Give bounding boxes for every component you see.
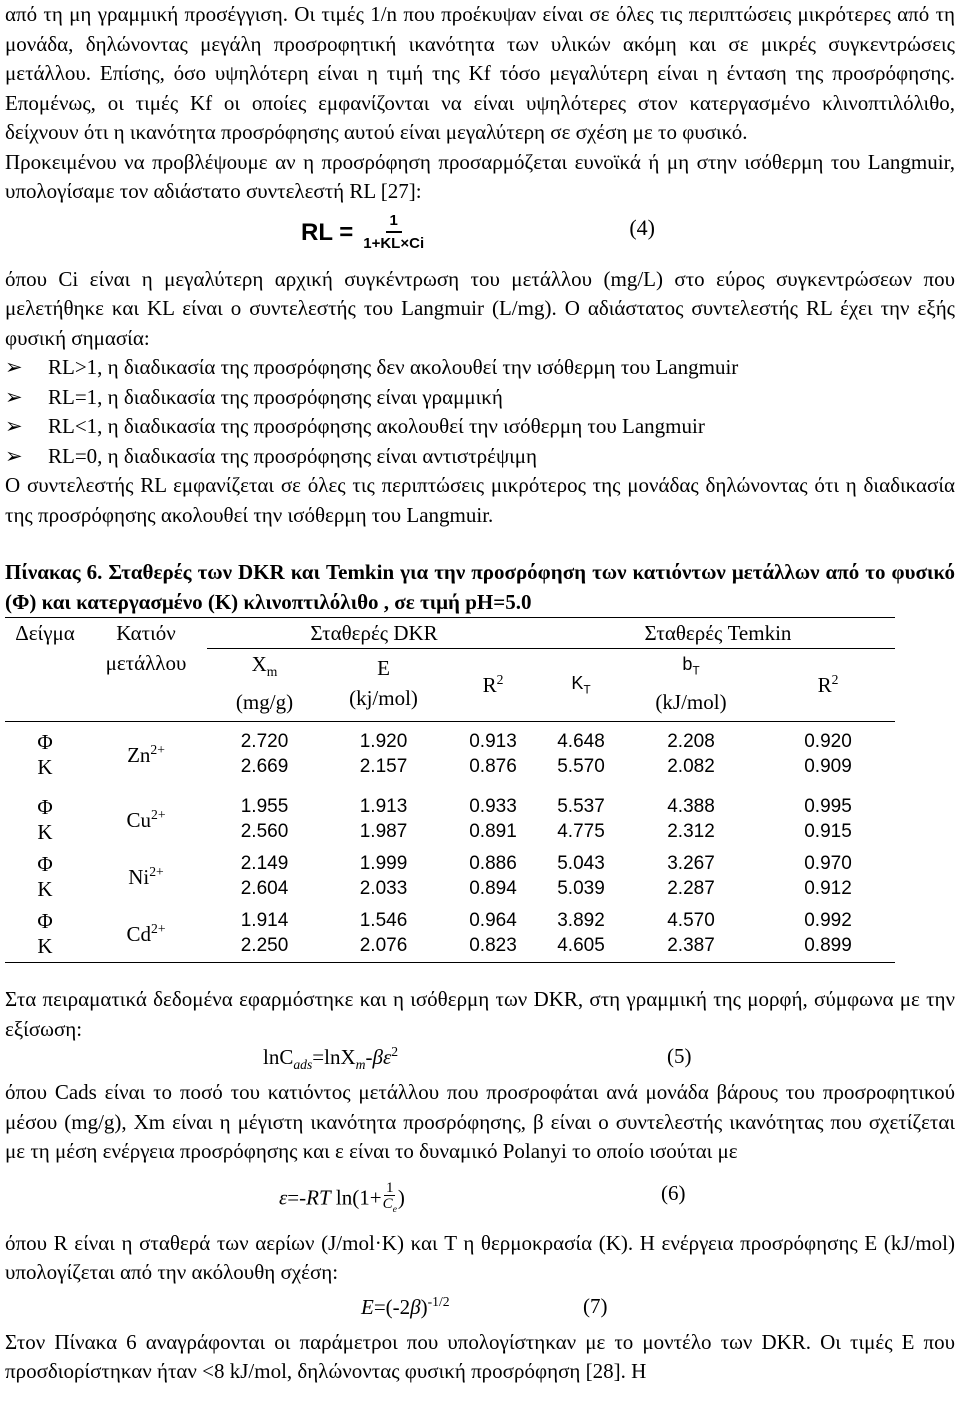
header-r2-temkin: $R^2$ [761, 649, 895, 722]
paragraph-5: Στα πειραματικά δεδομένα εφαρμόστηκε και η ισόθερμη των DKR, στη γραμμική της μορφή, σύμφωνα με την εξίσωση: [5, 987, 955, 1041]
header-e-symbol: E [377, 656, 390, 681]
cell-e: 1.920 2.157 [359, 731, 408, 777]
cell-r2-temkin: 0.970 0.912 [804, 853, 852, 899]
header-cation: Κατιόν [85, 618, 207, 649]
cell-sample: Φ Κ [37, 852, 53, 901]
paragraph-2: Προκειμένου να προβλέψουμε αν η προσρόφηση προσαρμόζεται ευνοϊκά ή μη στην ισόθερμη του Langmuir, υπολογίσαμε τον αδιάστατο συντελεστή RL [27]: [5, 149, 955, 203]
header-e [322, 649, 445, 722]
list-item-text: RL>1, η διαδικασία της προσρόφησης δεν ακολουθεί την ισόθερμη του Langmuir [48, 355, 739, 379]
cell-cation: $Cd^{2+}$ [85, 905, 207, 963]
cell-xm: 2.720 2.669 [240, 731, 289, 777]
equation-4-numerator: 1 [386, 211, 402, 233]
paragraph-3: όπου Ci είναι η μεγαλύτερη αρχική συγκέντρωση του μετάλλου (mg/L) στο εύρος συγκεντρώσεων που μελετήθηκε και KL είναι ο συντελεστής του Langmuir (L/mg). Ο αδιάστατος συντελεστής RL έχει την εξής φυσική σημασία: [5, 266, 955, 350]
table-row [5, 848, 895, 905]
equation-6 [5, 1175, 955, 1219]
equation-5-expr: $\ln C_{ads}=\ln X_m-\beta\varepsilon^2$ [263, 1044, 399, 1073]
cell-sample: Φ Κ [5, 905, 85, 963]
cell-r2-dkr: 0.933 0.891 [469, 796, 517, 842]
header-xm-unit: (mg/g) [235, 690, 294, 715]
rl-meaning-list [5, 353, 955, 471]
equation-7-expr: $E=(-2\beta)^{-1/2}$ [361, 1293, 450, 1319]
cell-sample: Φ Κ [37, 795, 53, 844]
header-dkr: Σταθερές DKR [207, 618, 541, 649]
equation-4 [5, 207, 955, 265]
cell-r2-temkin: 0.920 0.909 [804, 731, 852, 777]
header-bt: $b_T$ (kJ/mol) [621, 649, 761, 722]
cell-kt: 5.537 4.775 [557, 796, 605, 842]
list-item [5, 353, 955, 383]
cell-r2-dkr: 0.964 0.823 [445, 905, 541, 963]
header-kt: $K_T$ [541, 649, 621, 722]
equation-6-expr: ε=-RT ln(1+ $\frac{1}{C_e}$ ) [279, 1181, 405, 1218]
cell-xm: 1.955 2.560 [240, 796, 289, 842]
cell-e: 1.999 2.033 [359, 853, 408, 899]
header-cation-2: μετάλλου [85, 649, 207, 722]
equation-7 [5, 1288, 955, 1322]
list-item [5, 442, 955, 472]
list-item [5, 383, 955, 413]
header-r2-dkr: $R^2$ [445, 649, 541, 722]
table-row [5, 905, 895, 963]
cell-e: 1.546 2.076 [322, 905, 445, 963]
arrow-bullet-icon: ➢ [5, 443, 23, 468]
cell-r2-dkr: 0.913 0.876 [469, 731, 517, 777]
equation-4-label: (4) [629, 214, 655, 240]
cell-kt: 4.648 5.570 [557, 731, 605, 777]
cell-sample: Φ Κ [37, 730, 53, 779]
header-bt-unit: (kJ/mol) [655, 689, 727, 714]
cell-bt: 2.208 2.082 [667, 731, 715, 777]
equation-4-fraction [363, 211, 424, 255]
equation-4-lhs: RL = [301, 218, 354, 246]
equation-5 [5, 1044, 955, 1078]
table-body [5, 722, 895, 963]
table-6 [5, 617, 895, 963]
arrow-bullet-icon: ➢ [5, 384, 23, 409]
cell-bt: 4.388 2.312 [667, 796, 715, 842]
cell-bt: 4.570 2.387 [621, 905, 761, 963]
cell-bt: 3.267 2.287 [667, 853, 715, 899]
cell-r2-temkin: 0.995 0.915 [804, 796, 852, 842]
cell-cation: $Cu^{2+}$ [126, 806, 166, 832]
cell-kt: 5.043 5.039 [557, 853, 605, 899]
header-xm: $X_m$ (mg/g) [207, 649, 322, 722]
cell-cation: $Zn^{2+}$ [127, 741, 165, 767]
list-item [5, 412, 955, 442]
equation-6-fraction [383, 1181, 397, 1218]
paragraph-1: από τη μη γραμμική προσέγγιση. Οι τιμές 1/n που προέκυψαν είναι σε όλες τις περιπτώσεις μικρότερες από τη μονάδα, δηλώνοντας μεγάλη προσροφητική ικανότητα των υλικών ακόμη και σε μικρές συγκεντρώσεις μετάλλου. Επίσης, όσο υψηλότερη είναι η τιμή της Kf τόσο μεγαλύτερη είναι η ένταση της προσρόφησης. Επομένως, οι τιμές Kf οι οποίες εμφανίζονται να είναι υψηλότερες στον κατεργασμένο κλινοπτιλόλιθο, δείχνουν ότι η ικανότητα προσρόφησης αυτού είναι μεγαλύτερη σε σχέση με το φυσικό. [5, 2, 955, 144]
list-item-text: RL=1, η διαδικασία της προσρόφησης είναι γραμμική [48, 384, 503, 409]
equation-4-denominator: 1+KL×Ci [363, 234, 425, 252]
paragraph-4: Ο συντελεστής RL εμφανίζεται σε όλες τις περιπτώσεις μικρότερος της μονάδας δηλώνοντας ότι η διαδικασία της προσρόφησης ακολουθεί την ισόθερμη του Langmuir. [5, 473, 955, 527]
cell-r2-temkin: 0.992 0.899 [761, 905, 895, 963]
arrow-bullet-icon: ➢ [5, 414, 23, 438]
arrow-bullet-icon: ➢ [5, 355, 23, 379]
list-item-text: RL=0, η διαδικασία της προσρόφησης είναι αντιστρέψιμη [48, 443, 538, 468]
table-row [5, 791, 895, 848]
table-caption: Πίνακας 6. Σταθερές των DKR και Temkin για την προσρόφηση των κατιόντων μετάλλων από το φυσικό (Φ) και κατεργασμένο (Κ) κλινοπτιλόλιθο , σε τιμή pH=5.0 [5, 560, 955, 614]
equation-6-denominator: $C_e$ [382, 1195, 397, 1215]
paragraph-6: όπου Cads είναι το ποσό του κατιόντος μετάλλου που προσροφάται ανά μονάδα βάρους του προσροφητικού μέσου (mg/g), Xm είναι η μέγιστη ικανότητα προσρόφησης, β είναι ο συντελεστής ικανότητας που σχετίζεται με τη μέση ενέργεια προσρόφησης και ε είναι το δυναμικό Polanyi το οποίο ισούται με [5, 1080, 955, 1164]
paragraph-7: όπου R είναι η σταθερά των αερίων (J/mol·K) και T η θερμοκρασία (K). Η ενέργεια προσρόφησης E (kJ/mol) υπολογίζεται από την ακόλουθη σχέση: [5, 1230, 955, 1285]
cell-xm: 2.149 2.604 [240, 853, 289, 899]
equation-6-numerator: 1 [385, 1179, 394, 1196]
equation-6-label: (6) [661, 1180, 686, 1205]
cell-r2-dkr: 0.886 0.894 [469, 853, 517, 899]
cell-kt: 3.892 4.605 [541, 905, 621, 963]
header-e-unit: (kj/mol) [349, 686, 418, 711]
cell-cation: $Ni^{2+}$ [128, 863, 164, 889]
header-temkin: Σταθερές Temkin [541, 618, 895, 649]
paragraph-8: Στον Πίνακα 6 αναγράφονται οι παράμετροι που υπολογίστηκαν με το μοντέλο των DKR. Οι τιμές E που προσδιορίστηκαν ήταν <8 kJ/mol, δηλώνοντας φυσική προσρόφηση [28]. Η [5, 1329, 955, 1384]
cell-e: 1.913 1.987 [359, 796, 408, 842]
equation-5-label: (5) [667, 1044, 692, 1069]
header-sample: Δείγμα [5, 618, 85, 649]
cell-xm: 1.914 2.250 [207, 905, 322, 963]
equation-7-label: (7) [583, 1293, 608, 1318]
table-row [5, 722, 895, 792]
list-item-text: RL<1, η διαδικασία της προσρόφησης ακολουθεί την ισόθερμη του Langmuir [48, 414, 705, 438]
